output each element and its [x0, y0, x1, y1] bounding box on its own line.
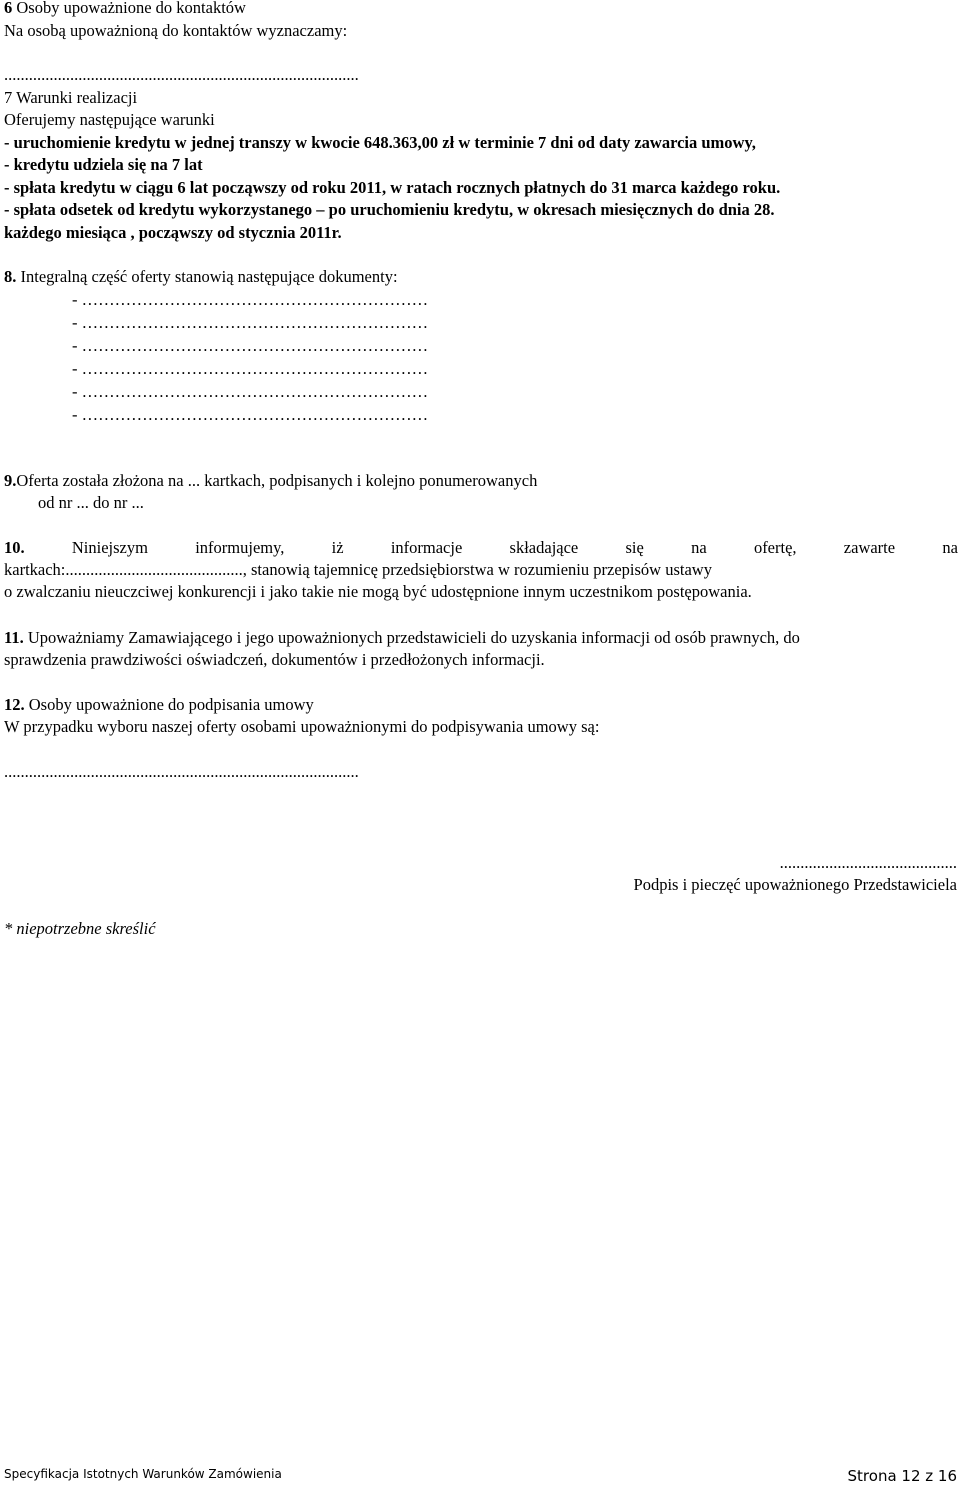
section-7-condition-4: - spłata odsetek od kredytu wykorzystanego – po uruchomieniu kredytu, w okresach miesięcznych do dnia 28. [4, 200, 775, 219]
section-10-word: informujemy, [195, 538, 285, 557]
document-list-item: - ……………………………………………………… [72, 359, 429, 378]
section-12-number: 12. [4, 695, 25, 714]
section-12-heading [4, 694, 314, 716]
section-9-number: 9. [4, 471, 17, 490]
footnote: * niepotrzebne skreślić [4, 919, 156, 938]
section-7-condition-1: - uruchomienie kredytu w jednej transzy w kwocie 648.363,00 zł w terminie 7 dni od daty zawarcia umowy, [4, 133, 756, 152]
section-7-intro: Oferujemy następujące warunki [4, 110, 215, 129]
section-9-line-1 [4, 470, 537, 492]
signature-label: Podpis i pieczęć upoważnionego Przedstawiciela [633, 875, 957, 894]
section-10-word: na [942, 538, 958, 557]
section-6-blank: ...................................................................................... [4, 65, 359, 84]
document-list-item: - ……………………………………………………… [72, 405, 429, 424]
section-10-word: iż [331, 538, 344, 557]
section-10-word: zawarte [843, 538, 896, 557]
section-10-word: się [625, 538, 644, 557]
section-10-word: składające [509, 538, 579, 557]
section-7-title: 7 Warunki realizacji [4, 88, 138, 107]
section-6-heading [4, 0, 246, 19]
section-6-intro: Na osobą upoważnioną do kontaktów wyznaczamy: [4, 21, 348, 40]
section-11-number: 11. [4, 628, 24, 647]
document-list-item: - ……………………………………………………… [72, 313, 429, 332]
section-10-line-1 [4, 537, 958, 559]
section-7-condition-3: - spłata kredytu w ciągu 6 lat począwszy od roku 2011, w ratach rocznych płatnych do 31 marca każdego roku. [4, 178, 781, 197]
section-6-title: Osoby upoważnione do kontaktów [16, 0, 246, 17]
section-10-line-3: o zwalczaniu nieuczciwej konkurencji i jako takie nie mogą być udostępnione innym uczestnikom postępowania. [4, 582, 752, 601]
section-9-text: Oferta została złożona na ... kartkach, podpisanych i kolejno ponumerowanych [16, 471, 538, 490]
section-10-word: na [691, 538, 707, 557]
section-11-text: Upoważniamy Zamawiającego i jego upoważnionych przedstawicieli do uzyskania informacji od osób prawnych, do [27, 628, 800, 647]
section-12-line: W przypadku wyboru naszej oferty osobami upoważnionymi do podpisywania umowy są: [4, 717, 600, 736]
footer-page-number: Strona 12 z 16 [847, 1467, 957, 1485]
document-list-item: - ……………………………………………………… [72, 382, 429, 401]
section-10-number: 10. [4, 538, 25, 557]
footer-document-title: Specyfikacja Istotnych Warunków Zamówienia [4, 1467, 282, 1481]
section-12-blank: ...................................................................................... [4, 762, 359, 781]
section-8-heading [4, 266, 398, 288]
section-10-word: Niniejszym [71, 538, 148, 557]
signature-dots: ........................................... [779, 853, 957, 872]
section-10-word: ofertę, [753, 538, 797, 557]
section-7-condition-4-cont: każdego miesiąca , począwszy od stycznia 2011r. [4, 223, 342, 242]
section-7-condition-2: - kredytu udziela się na 7 lat [4, 155, 203, 174]
section-10-word: informacje [390, 538, 463, 557]
document-list-item: - ……………………………………………………… [72, 336, 429, 355]
section-8-number: 8. [4, 267, 17, 286]
section-9-line-2: od nr ... do nr ... [38, 493, 144, 512]
document-list-item: - ……………………………………………………… [72, 290, 429, 309]
section-10-line-2: kartkach:..........................................., stanowią tajemnicę przedsiębiorstwa w rozumieniu przepisów ustawy [4, 560, 712, 579]
section-12-title: Osoby upoważnione do podpisania umowy [28, 695, 314, 714]
section-8-text: Integralną część oferty stanowią następujące dokumenty: [20, 267, 398, 286]
section-11-line-1 [4, 627, 800, 649]
section-6-number: 6 [4, 0, 13, 17]
section-11-line-2: sprawdzenia prawdziwości oświadczeń, dokumentów i przedłożonych informacji. [4, 650, 545, 669]
